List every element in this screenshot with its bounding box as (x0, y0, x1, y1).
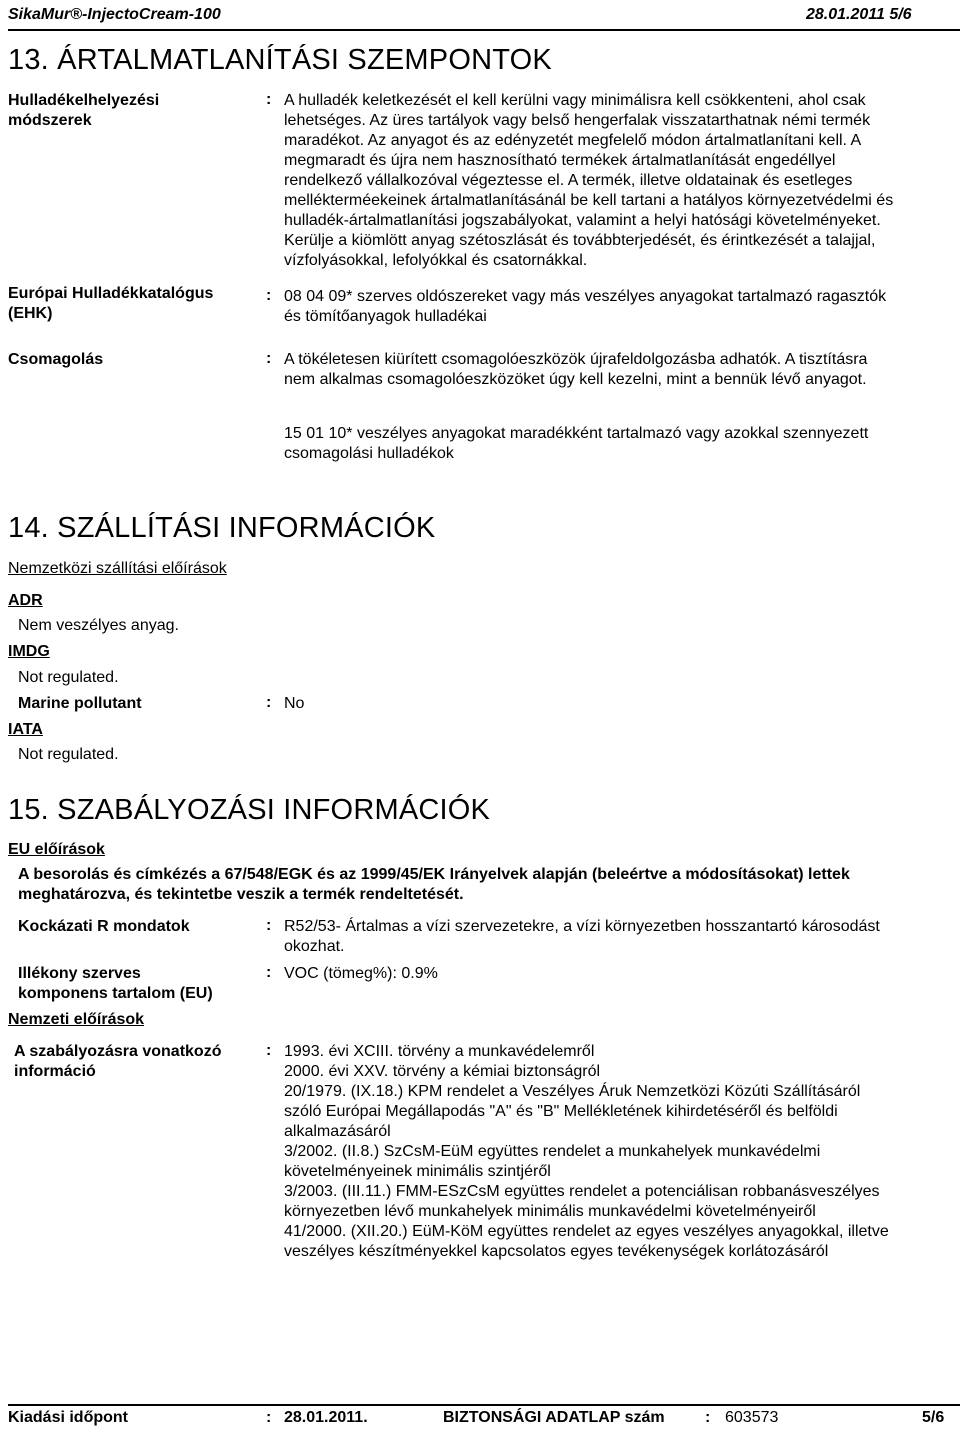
waste-methods-label: Hulladékelhelyezési módszerek (8, 92, 160, 129)
issue-date-label: Kiadási időpont (8, 1409, 128, 1426)
marine-pollutant-label: Marine pollutant (18, 695, 142, 712)
intl-transport-heading: Nemzetközi szállítási előírások (8, 560, 227, 577)
voc-value: VOC (tömeg%): 0.9% (284, 965, 438, 982)
header-divider (8, 29, 960, 31)
ewc-label: Európai Hulladékkatalógus (EHK) (8, 285, 214, 322)
risk-phrases-label: Kockázati R mondatok (18, 918, 190, 935)
ewc-text: 08 04 09* szerves oldószereket vagy más veszélyes anyagokat tartalmazó ragasztók és tömítőanyagok hulladékai (284, 288, 887, 325)
national-regulations-heading: Nemzeti előírások (8, 1011, 145, 1028)
eu-classification-text: A besorolás és címkézés a 67/548/EGK és az 1999/45/EK Irányelvek alapján (beleértve a módosításokat) lettek meghatározva, és tekintetbe veszik a termék rendeltetését. (18, 866, 850, 903)
colon: : (266, 1042, 272, 1059)
iata-label: IATA (8, 721, 43, 738)
regulation-info-text: 1993. évi XCIII. törvény a munkavédelemről 2000. évi XXV. törvény a kémiai biztonságról 20/1979. (IX.18.) KPM rendelet a Veszélyes Áruk Nemzetközi Közúti Szállításáról szóló Európai Megállapodás "A" és "B" Mellékletének kihirdetéséről és belföldi alkalmazásáról 3/2002. (II.8.) SzCsM-EüM együttes rendelet a munkahelyek munkavédelmi követelményeinek minimális szintjéről 3/2003. (III.11.) FMM-ESzCsM együttes rendelet a potenciálisan robbanásveszélyes környezetben lévő munkahelyek minimális munkavédelmi követelményeiről 41/2000. (XII.20.) EüM-KöM együttes rendelet az egyes veszélyes anyagokkal, illetve veszélyes készítményekkel kapcsolatos egyes tevékenységek korlátozásáról (284, 1043, 889, 1260)
risk-phrases-text: R52/53- Ártalmas a vízi szervezetekre, a vízi környezetben hosszantartó károsodást okozhat. (284, 918, 880, 955)
adr-value: Nem veszélyes anyag. (18, 617, 179, 634)
colon: : (266, 694, 272, 711)
voc-label: Illékony szerves komponens tartalom (EU) (18, 965, 213, 1002)
colon: : (266, 350, 272, 367)
section-15-title: 15. SZABÁLYOZÁSI INFORMÁCIÓK (8, 794, 491, 826)
regulation-info-label: A szabályozásra vonatkozó információ (14, 1043, 222, 1080)
footer-divider (8, 1404, 960, 1406)
waste-methods-text: A hulladék keletkezését el kell kerülni vagy minimálisra kell csökkenteni, ahol csak lehetséges. Az üres tartályok vagy belső hengerfalak visszatarthatnak némi termék maradékot. Az anyagot és az edényzetét megfelelő módon ártalmatlanítani kell. A megmaradt és újra nem hasznosítható termékek ártalmatlanítását engedéllyel rendelkező vállalkozóval végeztesse el. A termék, illetve oldatainak és esetleges mellékterméekeinek ártalmatlanításánál be kell tartani a hatályos környezetvédelmi és hulladék-ártalmatlanítási jogszabályokat, valamint a helyi hatósági követelményeket. Kerülje a kiömlött anyag szétoszlását és továbbterjedését, és érintkezését a talajjal, vízfolyásokkal, lefolyókkal és csatornákkal. (284, 92, 894, 269)
footer-page-number: 5/6 (922, 1409, 945, 1426)
packaging-label: Csomagolás (8, 351, 104, 368)
document-product-name: SikaMur®-InjectoCream-100 (8, 6, 221, 23)
section-14-title: 14. SZÁLLÍTÁSI INFORMÁCIÓK (8, 512, 436, 544)
imdg-value: Not regulated. (18, 669, 119, 686)
section-13-title: 13. ÁRTALMATLANÍTÁSI SZEMPONTOK (8, 44, 552, 76)
imdg-label: IMDG (8, 643, 50, 660)
sds-number-value: 603573 (725, 1409, 779, 1426)
sds-number-label: BIZTONSÁGI ADATLAP szám (443, 1409, 665, 1426)
iata-value: Not regulated. (18, 746, 119, 763)
adr-label: ADR (8, 592, 43, 609)
marine-pollutant-value: No (284, 695, 305, 712)
packaging-text: A tökéletesen kiürített csomagolóeszközök újrafeldolgozásba adhatók. A tisztításra nem alkalmas csomagolóeszközöket úgy kell kezelni, mint a bennük lévő anyagot. (284, 351, 868, 388)
colon: : (266, 287, 272, 304)
colon: : (266, 1409, 272, 1426)
issue-date-value: 28.01.2011. (284, 1409, 368, 1426)
colon: : (266, 91, 272, 108)
colon: : (266, 964, 272, 981)
document-date-page: 28.01.2011 5/6 (806, 6, 912, 23)
eu-regulations-heading: EU előírások (8, 841, 105, 858)
packaging-code-text: 15 01 10* veszélyes anyagokat maradékként tartalmazó vagy azokkal szennyezett csomagolási hulladékok (284, 425, 869, 462)
colon: : (266, 917, 272, 934)
colon: : (705, 1409, 711, 1426)
